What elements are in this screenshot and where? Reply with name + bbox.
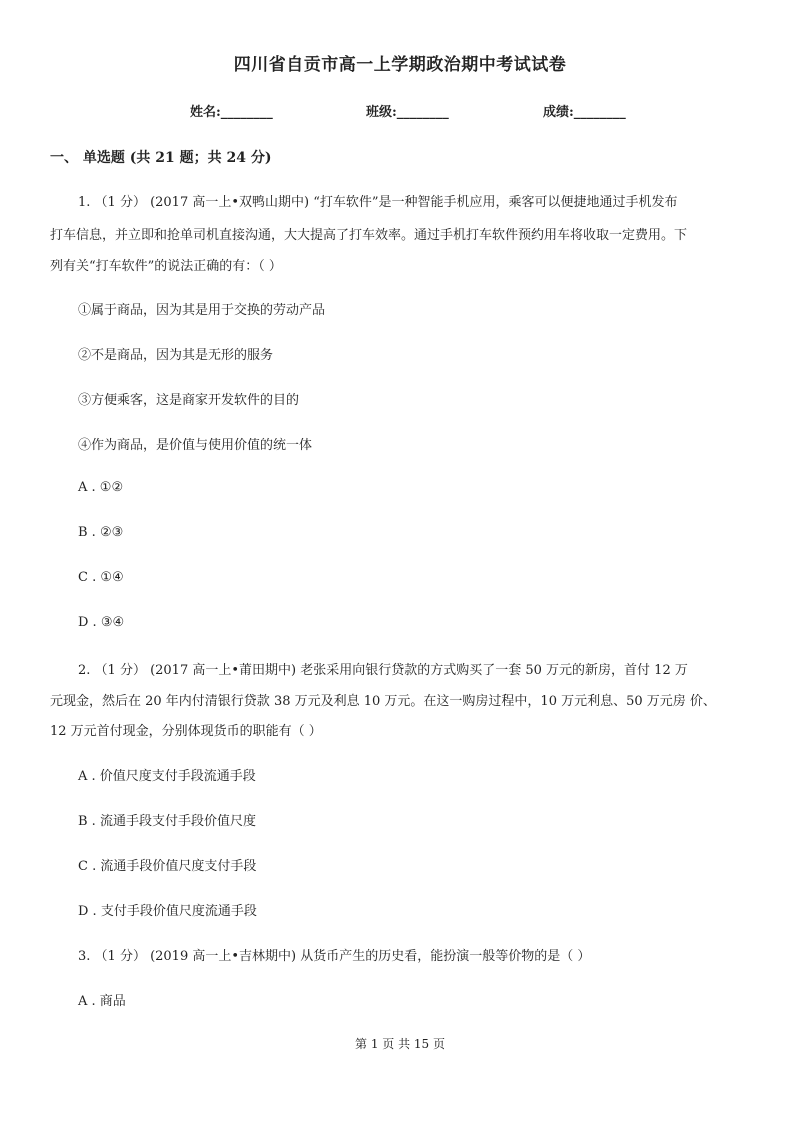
- score-field: 成绩:________: [543, 105, 626, 120]
- question-2-option-b[interactable]: B . 流通手段支付手段价值尺度: [78, 814, 256, 829]
- question-1-line-3: 列有关“打车软件”的说法正确的有：（ ）: [50, 259, 282, 274]
- question-2-option-d[interactable]: D . 支付手段价值尺度流通手段: [78, 904, 257, 919]
- question-3-line-1: 3. （1 分） (2019 高一上•吉林期中) 从货币产生的历史看，能扮演一般等价物的是（ ）: [78, 949, 591, 964]
- question-1-statement-4: ④作为商品，是价值与使用价值的统一体: [78, 438, 313, 453]
- page-number: 第 1 页 共 15 页: [355, 1037, 445, 1051]
- question-2-line-3: 12 万元首付现金，分别体现货币的职能有（ ）: [50, 724, 322, 739]
- question-1-option-c[interactable]: C . ①④: [78, 570, 124, 585]
- question-1-line-2: 打车信息，并立即和抢单司机直接沟通，大大提高了打车效率。通过手机打车软件预约用车将收取一定费用。下: [50, 228, 688, 243]
- question-1-option-a[interactable]: A . ①②: [78, 480, 124, 495]
- question-1-statement-2: ②不是商品，因为其是无形的服务: [78, 348, 274, 363]
- question-3-option-a[interactable]: A . 商品: [78, 994, 126, 1009]
- question-1-option-d[interactable]: D . ③④: [78, 615, 125, 630]
- question-2-line-2: 元现金，然后在 20 年内付清银行贷款 38 万元及利息 10 万元。在这一购房过程中，10 万元利息、50 万元房 价、: [50, 694, 716, 709]
- page-title: 四川省自贡市高一上学期政治期中考试试卷: [233, 55, 567, 75]
- section-heading: 一、 单选题 (共 21 题；共 24 分): [50, 150, 272, 166]
- question-1-line-1: 1. （1 分） (2017 高一上•双鸭山期中) “打车软件”是一种智能手机应用，乘客可以便捷地通过手机发布: [78, 195, 678, 210]
- question-1-statement-1: ①属于商品，因为其是用于交换的劳动产品: [78, 303, 326, 318]
- class-field: 班级:________: [366, 105, 449, 120]
- question-2-line-1: 2. （1 分） (2017 高一上•莆田期中) 老张采用向银行贷款的方式购买了一套 50 万元的新房，首付 12 万: [78, 663, 688, 678]
- question-1-statement-3: ③方便乘客，这是商家开发软件的目的: [78, 393, 300, 408]
- question-2-option-c[interactable]: C . 流通手段价值尺度支付手段: [78, 859, 257, 874]
- name-field: 姓名:________: [190, 105, 273, 120]
- question-1-option-b[interactable]: B . ②③: [78, 525, 124, 540]
- question-2-option-a[interactable]: A . 价值尺度支付手段流通手段: [78, 769, 256, 784]
